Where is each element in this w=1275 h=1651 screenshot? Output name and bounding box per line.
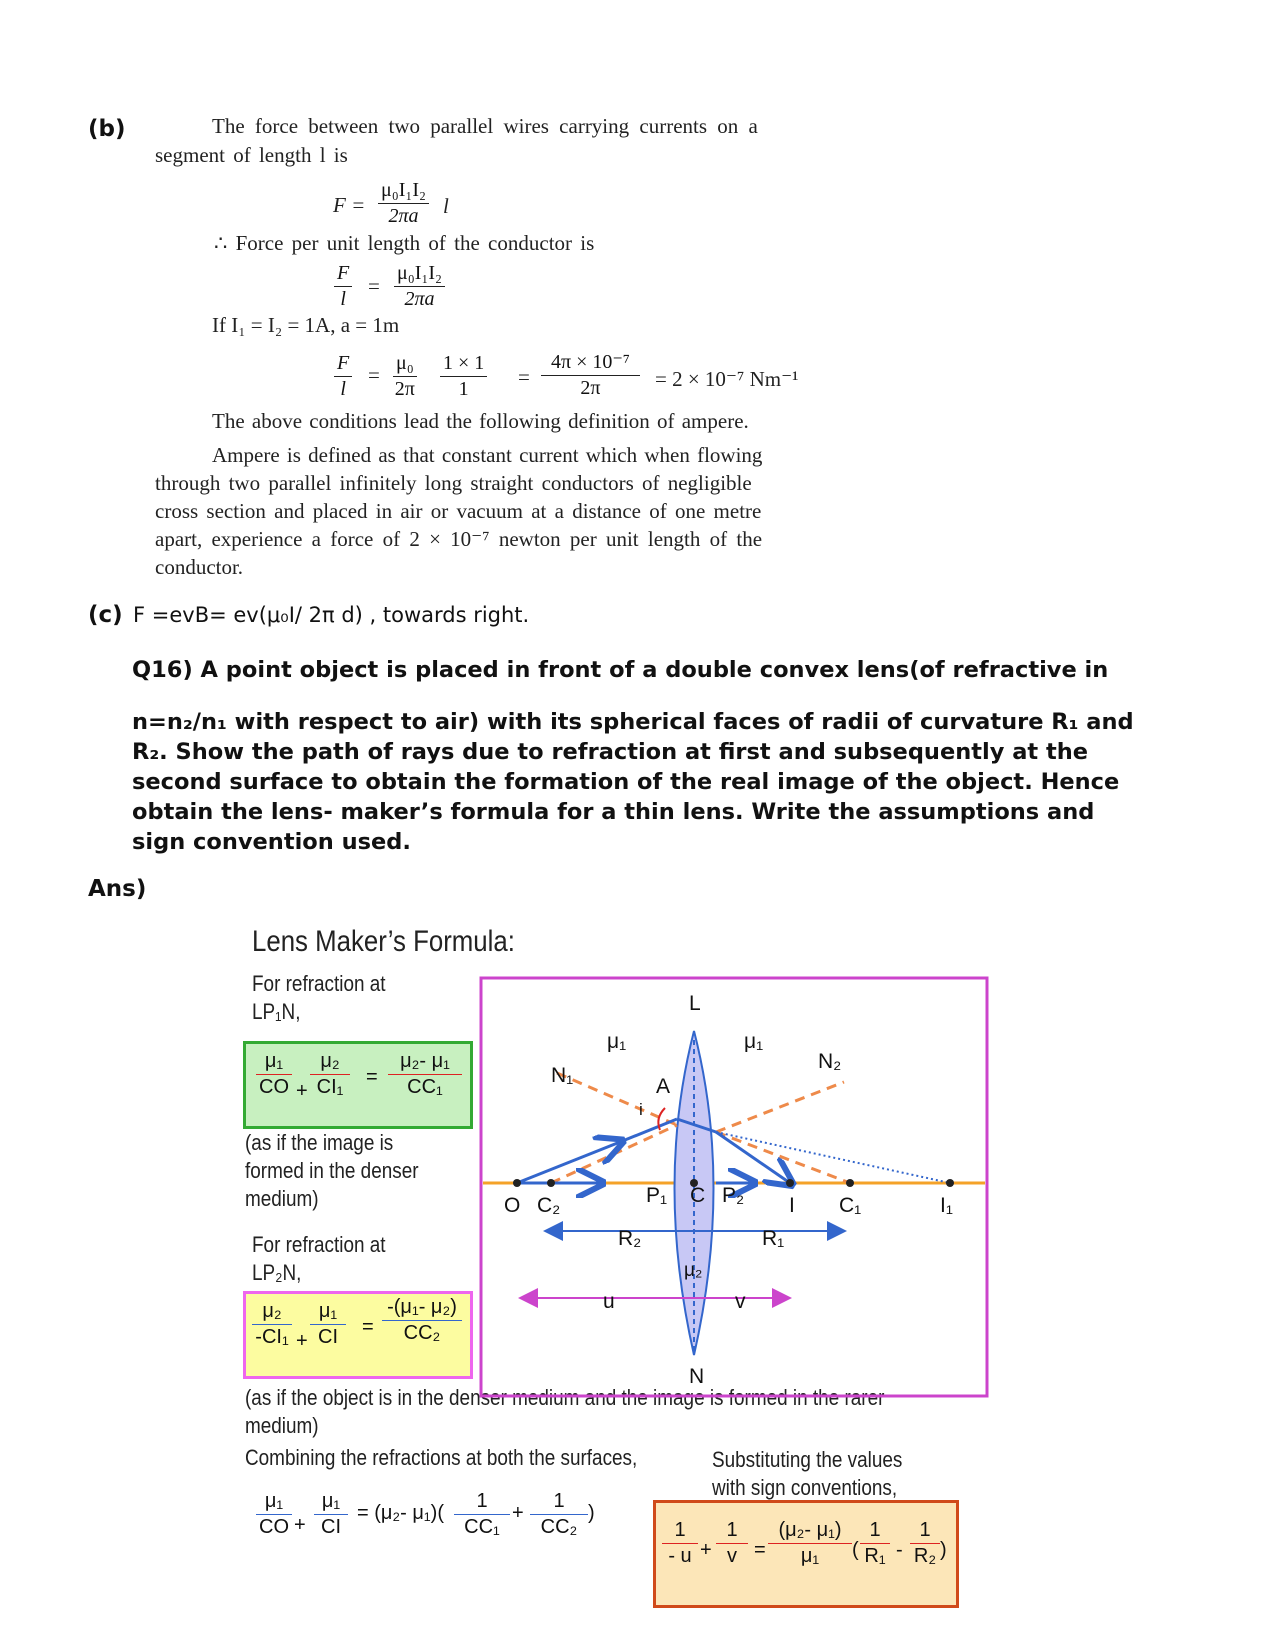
box3-open-paren: ( (852, 1539, 859, 1561)
box3-a-den: - u (668, 1545, 692, 1567)
eq3-lhs-den: l (340, 378, 346, 400)
label-p1: P₁ (646, 1184, 668, 1207)
point-o (513, 1179, 521, 1187)
box1-a-den: CO (259, 1076, 289, 1098)
box3-e-den: R₂ (913, 1545, 937, 1567)
combine-text: Combining the refractions at both the surfaces, (245, 1445, 638, 1470)
eq2-lhs-den: l (340, 288, 346, 310)
box1-b-num: μ₂ (310, 1050, 350, 1075)
box2-plus: + (296, 1330, 308, 1352)
combined-c-num: 1 (454, 1490, 510, 1515)
eq3-one-den: 1 (458, 378, 469, 400)
point-i (786, 1179, 794, 1187)
box3-d-den: R₁ (864, 1545, 886, 1567)
part-b-intro-line2: segment of length l is (155, 143, 348, 167)
refraction2-line2: LP₂N, (252, 1260, 302, 1285)
label-c: C (690, 1184, 706, 1207)
box3-c-num: (μ₂- μ₁) (768, 1519, 852, 1544)
box3-a-num: 1 (662, 1519, 698, 1544)
q16-line3: R₂. Show the path of rays due to refraction at first and subsequently at the (132, 739, 1088, 765)
box3-b-num: 1 (716, 1519, 748, 1544)
box2-a-num: μ₂ (252, 1300, 292, 1325)
definition-line2: through two parallel infinitely long straight conductors of negligible (155, 471, 752, 495)
if-line: If I₁ = I₂ = 1A, a = 1m (212, 313, 400, 337)
therefore-line: ∴ Force per unit length of the conductor is (214, 231, 595, 255)
note1-line3: medium) (245, 1186, 319, 1211)
label-angle-i: i (639, 1100, 643, 1119)
combined-b-num: μ₁ (314, 1490, 348, 1515)
q16-line5: obtain the lens- maker’s formula for a thin lens. Write the assumptions and (132, 799, 1095, 825)
label-r1: R₁ (762, 1227, 785, 1250)
eq3-result: = 2 × 10⁻⁷ Nm⁻¹ (655, 367, 799, 391)
note2-line1: (as if the object is in the denser medium and the image is formed in the rarer (245, 1385, 885, 1410)
box3-equals: = (754, 1539, 766, 1561)
box2-a-den: -CI₁ (255, 1326, 289, 1348)
combined-close: ) (588, 1502, 595, 1524)
label-mu2: μ₂ (684, 1260, 703, 1281)
refraction1-line2: LP₁N, (252, 999, 301, 1024)
box1-equals: = (366, 1066, 378, 1088)
eq2-den: 2πa (404, 288, 435, 310)
combined-a-num: μ₁ (256, 1490, 292, 1515)
box3-b-den: v (727, 1545, 737, 1567)
eq3-equals-2: = (518, 365, 530, 389)
label-n: N (689, 1365, 705, 1388)
combined-a-den: CO (259, 1516, 289, 1538)
box1-plus: + (296, 1080, 308, 1102)
lens-maker-title: Lens Maker’s Formula: (252, 925, 515, 958)
combined-d-num: 1 (530, 1490, 588, 1515)
point-i1 (946, 1179, 954, 1187)
box3-c-den: μ₁ (800, 1545, 820, 1567)
combined-plus: + (294, 1514, 306, 1536)
label-i: I (789, 1194, 795, 1217)
answer-label: Ans) (88, 876, 147, 902)
emergent-ray (716, 1132, 790, 1183)
combined-d-den: CC₂ (540, 1516, 578, 1538)
eq3-4pi-num: 4π × 10⁻⁷ (541, 349, 640, 376)
eq2-num: μ₀I₁I₂ (394, 262, 445, 287)
box3-minus: - (896, 1539, 903, 1561)
label-a: A (656, 1075, 671, 1098)
box1-b-den: CI₁ (316, 1076, 344, 1098)
eq1-lhs: F = (333, 193, 366, 217)
eq3-mu-num: μ₀ (393, 352, 417, 377)
box3-close-paren: ) (940, 1539, 947, 1561)
label-o: O (504, 1194, 521, 1217)
definition-intro: The above conditions lead the following definition of ampere. (212, 409, 749, 433)
eq1-tail: l (443, 194, 449, 218)
part-b-label: (b) (88, 116, 126, 142)
box3-d-num: 1 (860, 1519, 890, 1544)
label-l: L (689, 992, 701, 1015)
part-b-intro-line1: The force between two parallel wires carrying currents on a (212, 114, 758, 138)
box3-e-num: 1 (910, 1519, 940, 1544)
normal-n2 (716, 1082, 844, 1132)
label-mu1-left: μ₁ (607, 1030, 627, 1053)
box1-c-num: μ₂- μ₁ (388, 1050, 462, 1075)
box3-plus: + (700, 1539, 712, 1561)
label-n1: N₁ (551, 1064, 574, 1087)
label-mu1-right: μ₁ (744, 1030, 764, 1053)
box2-equals: = (362, 1316, 374, 1338)
eq3-lhs-num: F (334, 352, 352, 377)
eq3-one-num: 1 × 1 (440, 352, 487, 377)
eq3-4pi-den: 2π (580, 377, 601, 399)
combined-c-den: CC₁ (464, 1516, 500, 1538)
label-i1: I₁ (940, 1194, 953, 1217)
eq3-equals-1: = (368, 363, 380, 387)
label-p2: P₂ (722, 1184, 745, 1207)
eq2-lhs-num: F (334, 262, 352, 287)
eq1-numerator: μ₀I₁I₂ (378, 179, 429, 204)
definition-line1: Ampere is defined as that constant current which when flowing (212, 443, 763, 467)
label-c2: C₂ (537, 1194, 561, 1217)
label-v: v (735, 1290, 746, 1313)
substitute-line1: Substituting the values (712, 1447, 903, 1472)
note1-line2: formed in the denser (245, 1158, 419, 1183)
point-c2 (547, 1179, 555, 1187)
substitute-line2: with sign conventions, (712, 1475, 898, 1500)
label-n2: N₂ (818, 1050, 842, 1073)
label-u: u (603, 1290, 615, 1313)
part-c-label: (c) (88, 602, 123, 628)
label-r2: R₂ (618, 1227, 642, 1250)
q16-line2: n=n₂/n₁ with respect to air) with its spherical faces of radii of curvature R₁ and (132, 709, 1134, 735)
q16-line4: second surface to obtain the formation of the real image of the object. Hence (132, 769, 1120, 795)
incident-ray (517, 1142, 620, 1183)
box1-a-num: μ₁ (256, 1050, 292, 1075)
normal-through-c2 (551, 1125, 677, 1183)
box2-c-den: CC₂ (403, 1322, 441, 1344)
refraction1-line1: For refraction at (252, 971, 386, 996)
q16-line6: sign convention used. (132, 829, 411, 855)
eq1-denominator: 2πa (388, 205, 419, 227)
eq2-equals: = (368, 274, 380, 298)
label-c1: C₁ (839, 1194, 862, 1217)
note2-line2: medium) (245, 1413, 319, 1438)
box1-c-den: CC₁ (407, 1076, 443, 1098)
definition-line5: conductor. (155, 555, 244, 579)
q16-line1: Q16) A point object is placed in front of a double convex lens(of refractive in (132, 657, 1109, 683)
definition-line4: apart, experience a force of 2 × 10⁻⁷ newton per unit length of the (155, 527, 763, 551)
box2-b-num: μ₁ (310, 1300, 346, 1325)
box2-b-den: CI (318, 1326, 338, 1348)
refraction2-line1: For refraction at (252, 1232, 386, 1257)
part-c-text: F =evB= ev(μ₀I/ 2π d) , towards right. (133, 603, 530, 627)
definition-line3: cross section and placed in air or vacuum at a distance of one metre (155, 499, 762, 523)
note1-line1: (as if the image is (245, 1130, 394, 1155)
eq3-mu-den: 2π (394, 378, 415, 400)
combined-plus-2: + (512, 1502, 524, 1524)
combined-b-den: CI (321, 1516, 341, 1538)
combined-mid: = (μ₂- μ₁)( (357, 1502, 444, 1524)
box2-c-num: -(μ₁- μ₂) (382, 1296, 462, 1321)
point-c1 (846, 1179, 854, 1187)
